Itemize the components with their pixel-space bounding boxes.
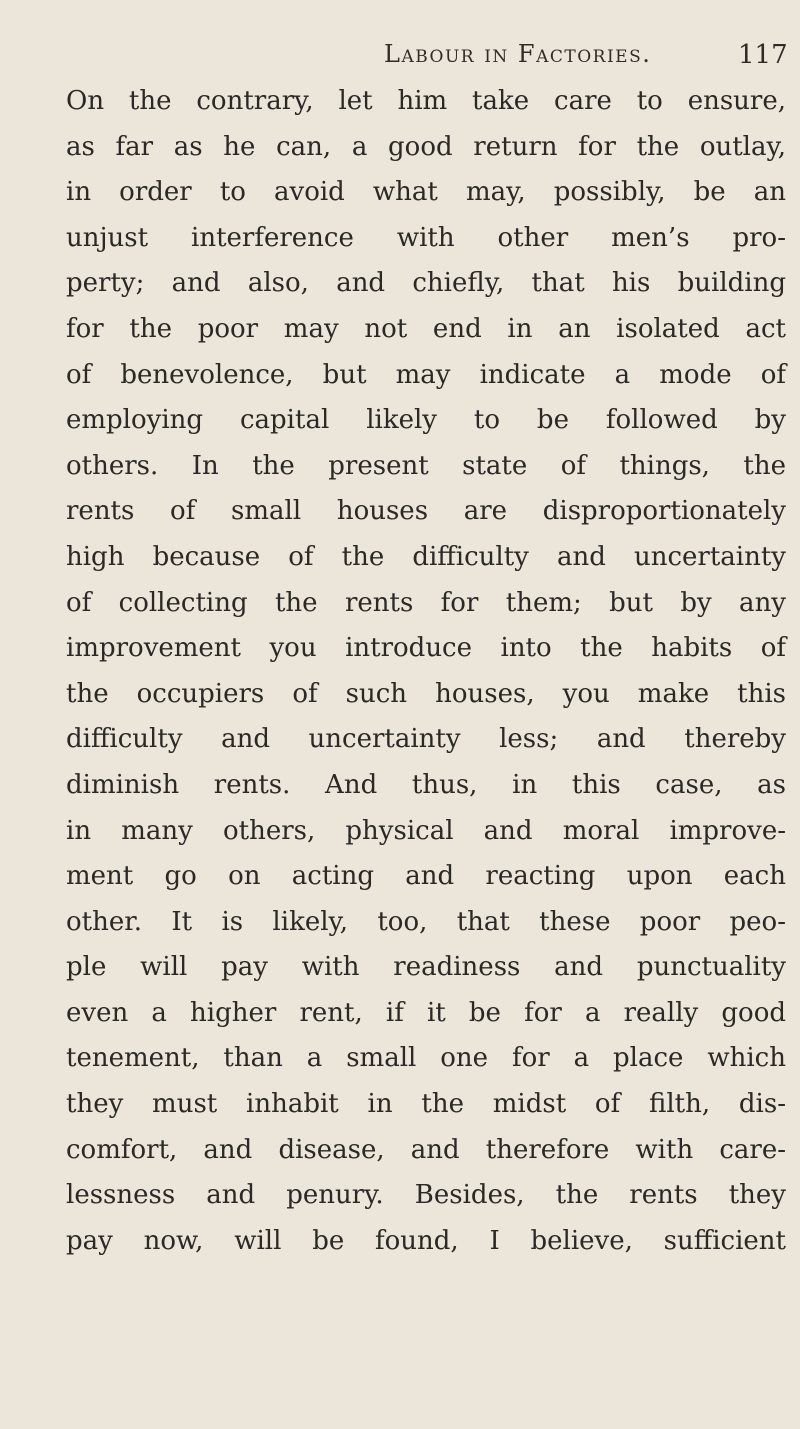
body-text	[66, 79, 786, 1264]
text-line: they must inhabit in the midst of filth, dis-	[66, 1089, 786, 1120]
text-line: of collecting the rents for them; but by any	[66, 587, 786, 618]
text-line: other. It is likely, too, that these poor peo-	[66, 906, 786, 937]
text-line: ple will pay with readiness and punctuality	[66, 952, 786, 983]
text-line: lessness and penury. Besides, the rents they	[66, 1180, 786, 1211]
page-number: 117	[738, 40, 788, 70]
text-line: in many others, physical and moral improve-	[66, 815, 786, 846]
text-line: perty; and also, and chiefly, that his building	[66, 268, 786, 299]
text-line: in order to avoid what may, possibly, be an	[66, 177, 786, 208]
text-line: others. In the present state of things, the	[66, 450, 786, 481]
text-line: ment go on acting and reacting upon each	[66, 861, 786, 892]
text-line: difficulty and uncertainty less; and thereby	[66, 724, 786, 755]
text-line: even a higher rent, if it be for a really good	[66, 997, 786, 1028]
text-line: improvement you introduce into the habits of	[66, 633, 786, 664]
text-line: rents of small houses are disproportionately	[66, 496, 786, 527]
text-line: pay now, will be found, I believe, sufficient	[66, 1225, 786, 1256]
text-line: tenement, than a small one for a place which	[66, 1043, 786, 1074]
text-line: of benevolence, but may indicate a mode of	[66, 359, 786, 390]
text-line: as far as he can, a good return for the outlay,	[66, 131, 786, 162]
text-line: the occupiers of such houses, you make this	[66, 678, 786, 709]
running-head	[0, 40, 800, 80]
text-line: comfort, and disease, and therefore with care-	[66, 1134, 786, 1165]
running-title: Labour in Factories.	[384, 40, 652, 68]
text-line: employing capital likely to be followed by	[66, 405, 786, 436]
text-line: high because of the difficulty and uncertainty	[66, 541, 786, 572]
text-line: diminish rents. And thus, in this case, as	[66, 769, 786, 800]
text-line: On the contrary, let him take care to ensure,	[66, 86, 786, 116]
text-line: for the poor may not end in an isolated act	[66, 313, 786, 344]
text-line: unjust interference with other men’s pro-	[66, 222, 786, 253]
